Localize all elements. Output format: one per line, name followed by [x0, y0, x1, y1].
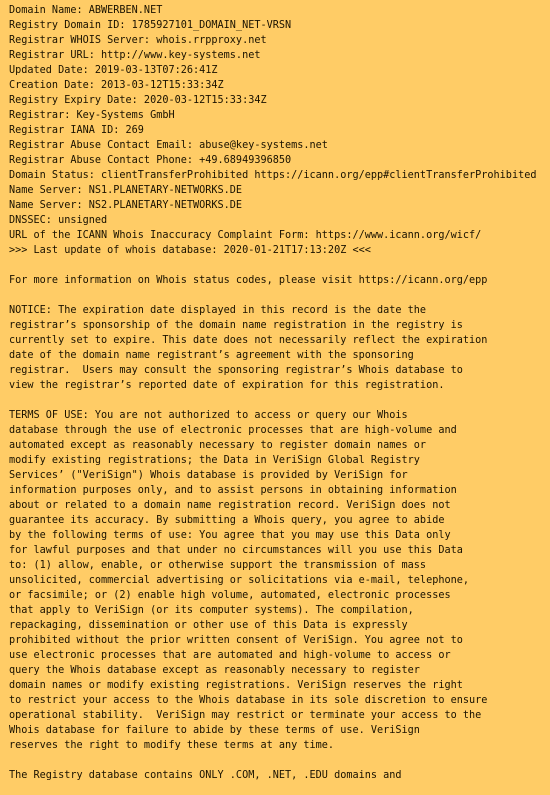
record-line: to: (1) allow, enable, or otherwise support the transmission of mass: [9, 560, 427, 571]
record-line: Creation Date: 2013-03-12T15:33:34Z: [9, 80, 224, 91]
record-line: database through the use of electronic processes that are high-volume and: [9, 425, 457, 436]
record-line: For more information on Whois status codes, please visit https://icann.org/epp: [9, 275, 488, 286]
record-line: unsolicited, commercial advertising or solicitations via e-mail, telephone,: [9, 575, 470, 586]
record-line: use electronic processes that are automated and high-volume to access or: [9, 650, 451, 661]
record-line: guarantee its accuracy. By submitting a Whois query, you agree to abide: [9, 515, 445, 526]
record-line: currently set to expire. This date does not necessarily reflect the expiration: [9, 335, 488, 346]
record-line: domain names or modify existing registrations. VeriSign reserves the right: [9, 680, 463, 691]
record-line: automated except as reasonably necessary to register domain names or: [9, 440, 427, 451]
record-line: Whois database for failure to abide by these terms of use. VeriSign: [9, 725, 420, 736]
record-line: reserves the right to modify these terms at any time.: [9, 740, 335, 751]
record-line: or facsimile; or (2) enable high volume, automated, electronic processes: [9, 590, 451, 601]
blank-line: [9, 393, 536, 408]
record-line: Registrar URL: http://www.key-systems.net: [9, 50, 261, 61]
record-line: about or related to a domain name registration record. VeriSign does not: [9, 500, 451, 511]
record-line: registrar’s sponsorship of the domain name registration in the registry is: [9, 320, 463, 331]
record-line: Registry Domain ID: 1785927101_DOMAIN_NET-VRSN: [9, 20, 292, 31]
record-line: Registrar Abuse Contact Phone: +49.68949396850: [9, 155, 292, 166]
blank-line: [9, 753, 536, 768]
record-line: date of the domain name registrant’s agreement with the sponsoring: [9, 350, 414, 361]
record-line: Updated Date: 2019-03-13T07:26:41Z: [9, 65, 218, 76]
record-line: Domain Name: ABWERBEN.NET: [9, 5, 163, 16]
record-line: Registrar WHOIS Server: whois.rrpproxy.net: [9, 35, 267, 46]
record-line: The Registry database contains ONLY .COM, .NET, .EDU domains and: [9, 770, 402, 781]
record-line: Services’ ("VeriSign") Whois database is provided by VeriSign for: [9, 470, 408, 481]
record-line: view the registrar’s reported date of expiration for this registration.: [9, 380, 445, 391]
record-line: to restrict your access to the Whois database in its sole discretion to ensure: [9, 695, 488, 706]
record-line: Registrar: Key-Systems GmbH: [9, 110, 175, 121]
blank-line: [9, 288, 536, 303]
record-line: for lawful purposes and that under no circumstances will you use this Data: [9, 545, 463, 556]
record-line: prohibited without the prior written consent of VeriSign. You agree not to: [9, 635, 463, 646]
record-line: DNSSEC: unsigned: [9, 215, 108, 226]
record-line: by the following terms of use: You agree that you may use this Data only: [9, 530, 451, 541]
record-line: URL of the ICANN Whois Inaccuracy Complaint Form: https://www.icann.org/wicf/: [9, 230, 482, 241]
record-line: information purposes only, and to assist persons in obtaining information: [9, 485, 457, 496]
record-line: NOTICE: The expiration date displayed in this record is the date the: [9, 305, 427, 316]
record-line: modify existing registrations; the Data in VeriSign Global Registry: [9, 455, 420, 466]
record-line: Domain Status: clientTransferProhibited https://icann.org/epp#clientTransferProhibited: [9, 170, 537, 181]
record-line: >>> Last update of whois database: 2020-01-21T17:13:20Z <<<: [9, 245, 371, 256]
record-line: Registrar IANA ID: 269: [9, 125, 144, 136]
record-line: Registry Expiry Date: 2020-03-12T15:33:34Z: [9, 95, 267, 106]
record-line: Name Server: NS2.PLANETARY-NETWORKS.DE: [9, 200, 243, 211]
record-line: TERMS OF USE: You are not authorized to access or query our Whois: [9, 410, 408, 421]
record-line: Name Server: NS1.PLANETARY-NETWORKS.DE: [9, 185, 243, 196]
whois-record: [9, 3, 536, 783]
record-line: registrar. Users may consult the sponsoring registrar’s Whois database to: [9, 365, 463, 376]
record-line: Registrar Abuse Contact Email: abuse@key-systems.net: [9, 140, 328, 151]
record-line: query the Whois database except as reasonably necessary to register: [9, 665, 420, 676]
record-line: repackaging, dissemination or other use of this Data is expressly: [9, 620, 408, 631]
record-line: that apply to VeriSign (or its computer systems). The compilation,: [9, 605, 414, 616]
record-line: operational stability. VeriSign may restrict or terminate your access to the: [9, 710, 482, 721]
blank-line: [9, 258, 536, 273]
